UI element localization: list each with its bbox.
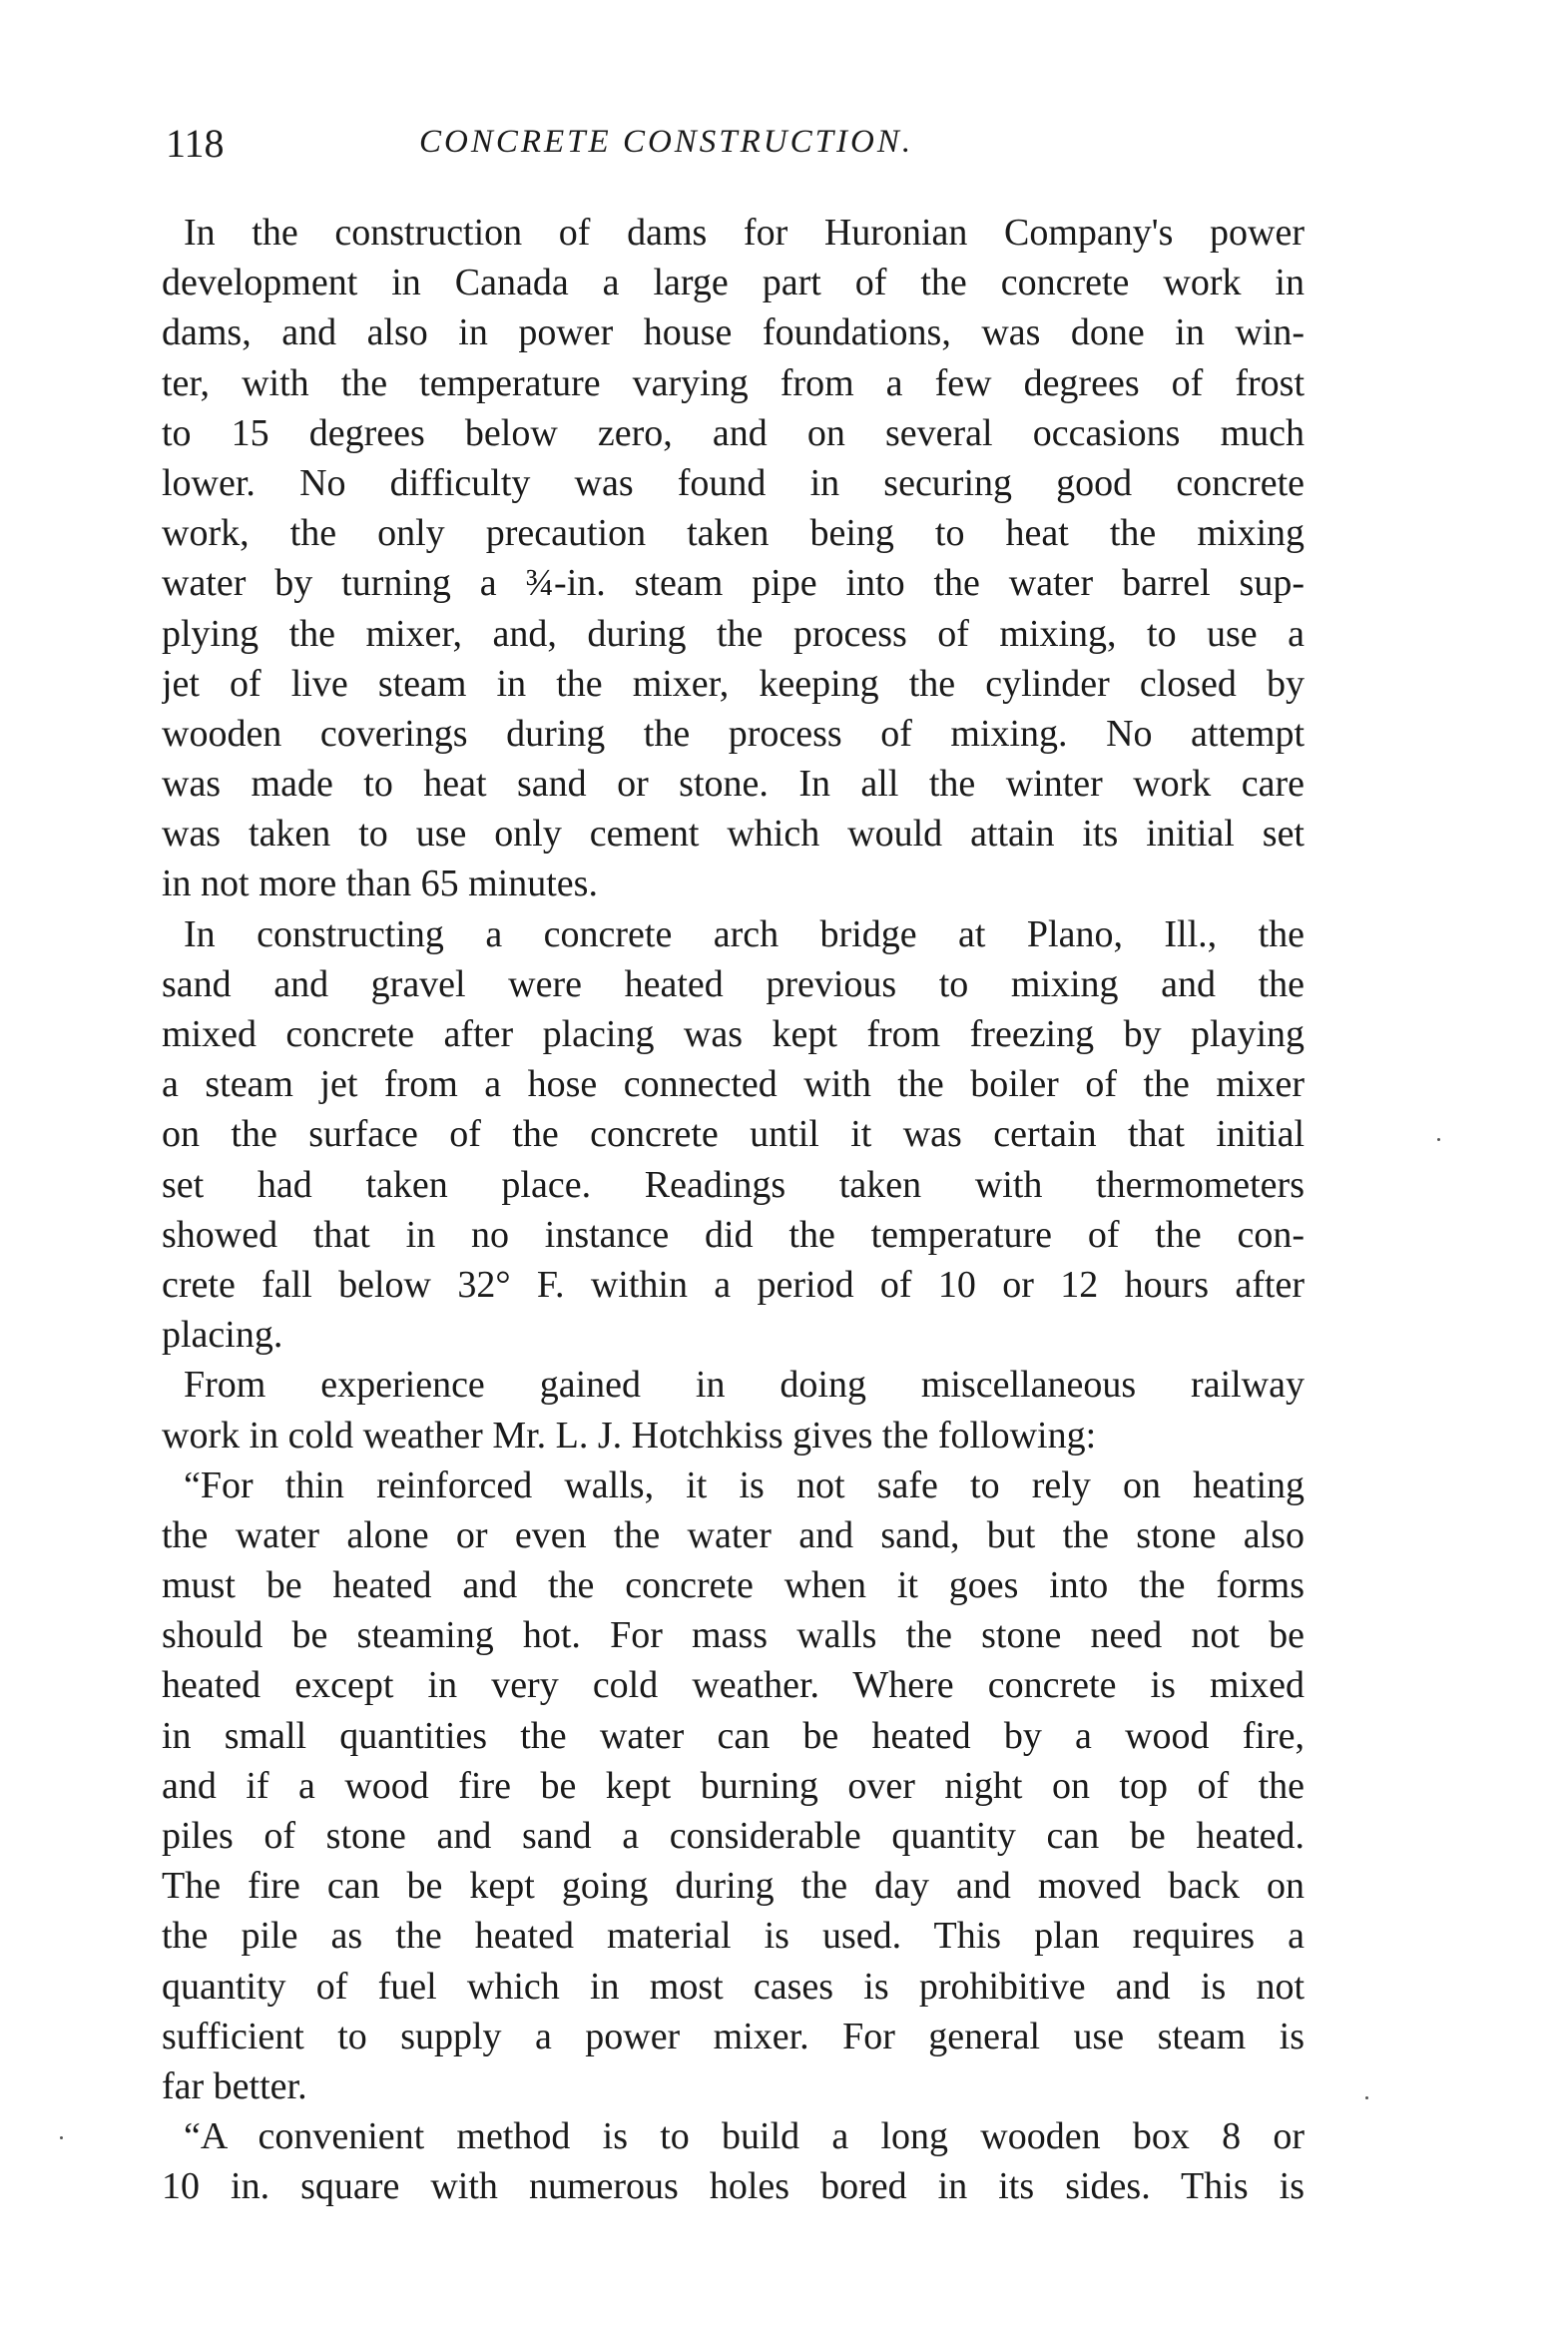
text-line: the pile as the heated material is used. This plan requires a xyxy=(162,1915,1305,1958)
running-header xyxy=(0,120,1568,170)
text-line: ter, with the temperature varying from a few degrees of frost xyxy=(162,361,1305,404)
text-line: should be steaming hot. For mass walls the stone need not be xyxy=(162,1614,1305,1657)
paragraph xyxy=(162,2111,1305,2211)
text-line: heated except in very cold weather. Where concrete is mixed xyxy=(162,1664,1305,1707)
text-line: plying the mixer, and, during the process of mixing, to use a xyxy=(162,612,1305,655)
text-line: In constructing a concrete arch bridge at Plano, Ill., the xyxy=(184,912,1305,955)
text-line: placing. xyxy=(162,1314,283,1357)
text-line: far better. xyxy=(162,2064,307,2107)
text-line: a steam jet from a hose connected with the boiler of the mixer xyxy=(162,1063,1305,1106)
text-line: mixed concrete after placing was kept from freezing by playing xyxy=(162,1013,1305,1055)
text-line: dams, and also in power house foundations, was done in win- xyxy=(162,311,1305,354)
text-line: jet of live steam in the mixer, keeping the cylinder closed by xyxy=(162,662,1305,705)
paragraph xyxy=(162,1460,1305,2111)
paragraph xyxy=(162,208,1305,909)
text-line: piles of stone and sand a considerable quantity can be heated. xyxy=(162,1815,1305,1857)
text-line: to 15 degrees below zero, and on several occasions much xyxy=(162,411,1305,454)
text-line: In the construction of dams for Huronian Company's power xyxy=(184,212,1305,254)
text-line: The fire can be kept going during the day and moved back on xyxy=(162,1865,1305,1908)
text-line: From experience gained in doing miscellaneous railway xyxy=(184,1364,1305,1407)
scan-speck xyxy=(1365,2096,1368,2099)
paragraph xyxy=(162,909,1305,1361)
text-line: the water alone or even the water and sand, but the stone also xyxy=(162,1513,1305,1556)
text-line: crete fall below 32° F. within a period of 10 or 12 hours after xyxy=(162,1263,1305,1306)
text-line: work in cold weather Mr. L. J. Hotchkiss gives the following: xyxy=(162,1414,1097,1457)
paragraph xyxy=(162,1360,1305,1459)
text-line: work, the only precaution taken being to heat the mixing xyxy=(162,512,1305,555)
text-line: showed that in no instance did the temperature of the con- xyxy=(162,1213,1305,1256)
text-line: development in Canada a large part of the concrete work in xyxy=(162,262,1305,304)
text-line: was taken to use only cement which would attain its initial set xyxy=(162,813,1305,856)
text-line: quantity of fuel which in most cases is prohibitive and is not xyxy=(162,1965,1305,2008)
scan-speck xyxy=(1437,1138,1440,1141)
text-line: and if a wood fire be kept burning over night on top of the xyxy=(162,1764,1305,1807)
text-line: in small quantities the water can be heated by a wood fire, xyxy=(162,1714,1305,1757)
running-title: CONCRETE CONSTRUCTION. xyxy=(419,124,914,160)
text-line: “For thin reinforced walls, it is not safe to rely on heating xyxy=(184,1463,1305,1506)
page-number: 118 xyxy=(166,121,225,166)
text-line: wooden coverings during the process of mixing. No attempt xyxy=(162,712,1305,755)
text-line: lower. No difficulty was found in securing good concrete xyxy=(162,461,1305,504)
text-line: set had taken place. Readings taken with thermometers xyxy=(162,1163,1305,1206)
text-line: must be heated and the concrete when it goes into the forms xyxy=(162,1564,1305,1607)
text-line: was made to heat sand or stone. In all the winter work care xyxy=(162,763,1305,806)
text-line: 10 in. square with numerous holes bored in its sides. This is xyxy=(162,2165,1305,2208)
text-line: “A convenient method is to build a long wooden box 8 or xyxy=(184,2115,1305,2158)
text-line: sand and gravel were heated previous to mixing and the xyxy=(162,962,1305,1005)
text-line: on the surface of the concrete until it was certain that initial xyxy=(162,1113,1305,1156)
text-line: sufficient to supply a power mixer. For general use steam is xyxy=(162,2015,1305,2057)
text-line: in not more than 65 minutes. xyxy=(162,863,598,905)
text-line: water by turning a ¾-in. steam pipe into the water barrel sup- xyxy=(162,562,1305,605)
page-body xyxy=(162,208,1305,2212)
scan-speck xyxy=(60,2136,63,2139)
